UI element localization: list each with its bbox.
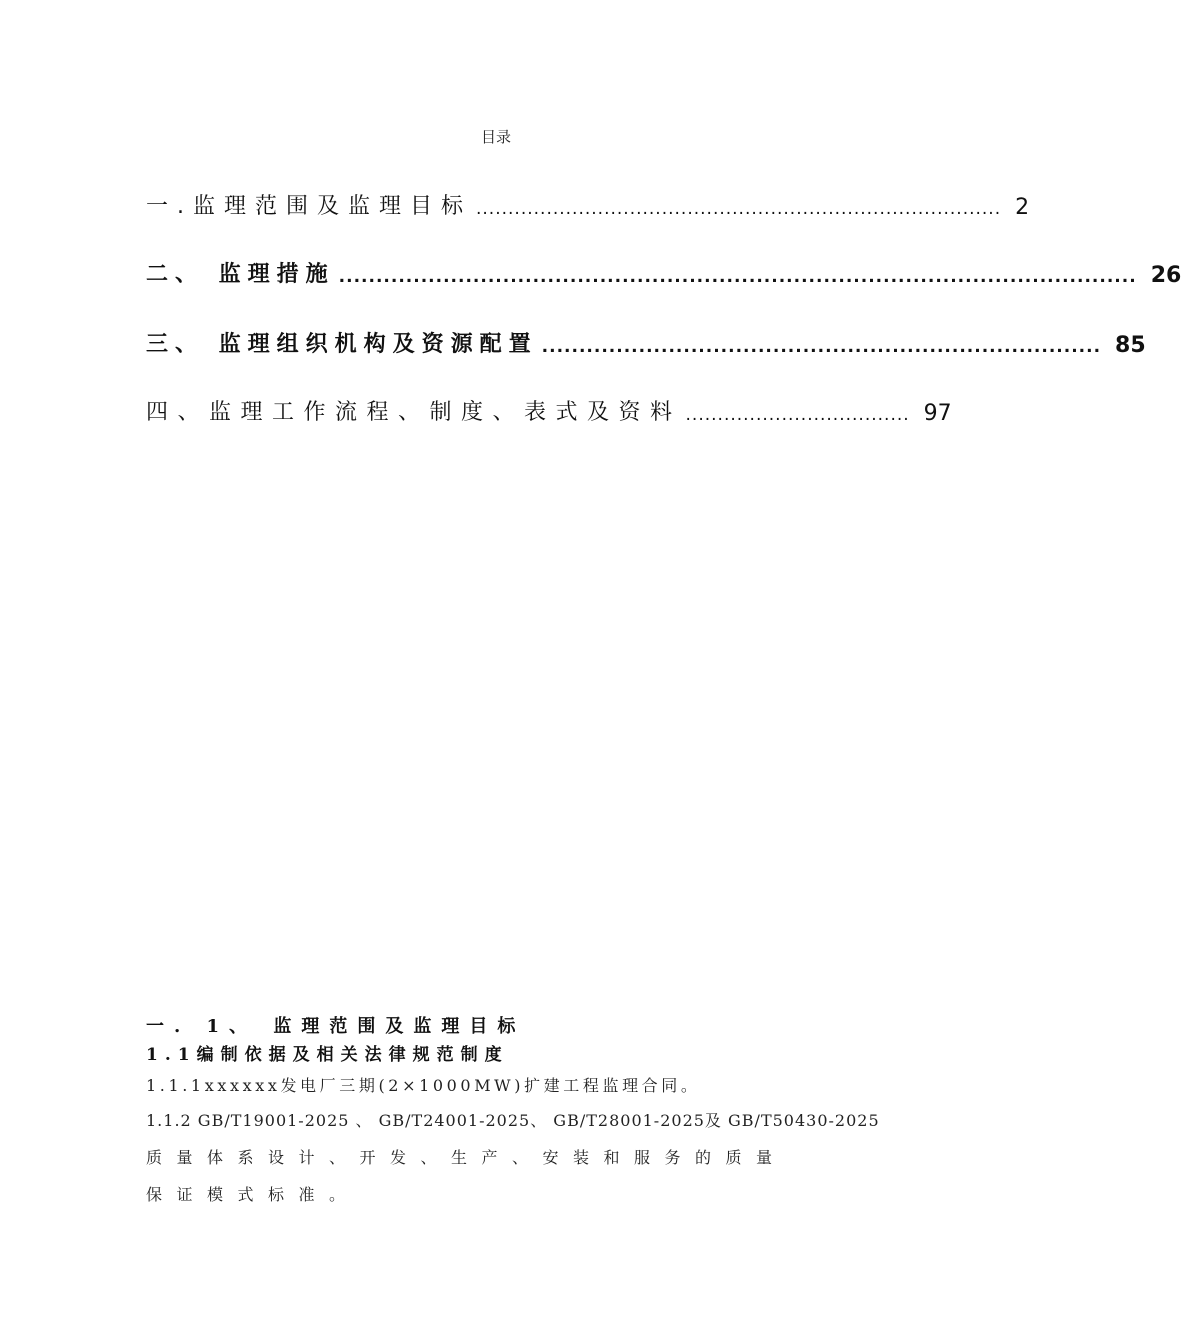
section-heading: 一. 1、 监理范围及监理目标 xyxy=(146,1016,526,1037)
toc-entry-label: 一.监理范围及监理目标 xyxy=(146,194,472,219)
body-paragraph-line: 1.1.1xxxxxx发电厂三期(2×1000MW)扩建工程监理合同。 xyxy=(146,1076,701,1095)
toc-entry-label: 四、监理工作流程、制度、表式及资料 xyxy=(146,400,682,425)
toc-entry-4[interactable] xyxy=(146,392,952,426)
toc-page-number: 97 xyxy=(923,401,952,426)
toc-leader-dots: ................................... xyxy=(685,405,910,425)
body-paragraph-line: 质量体系设计、开发、生产、安装和服务的质量 xyxy=(146,1148,787,1167)
toc-entry-3[interactable] xyxy=(146,324,1146,358)
toc-leader-dots: ........................................................................................................... xyxy=(338,267,1137,287)
toc-page-number: 2 xyxy=(1015,195,1030,220)
toc-entry-2[interactable] xyxy=(146,254,1181,288)
subsection-heading: 1.1编制依据及相关法律规范制度 xyxy=(146,1045,509,1065)
body-paragraph-line: 保证模式标准。 xyxy=(146,1185,360,1204)
toc-entry-label: 二、 监理措施 xyxy=(146,262,335,287)
toc-entry-1[interactable] xyxy=(146,186,1030,220)
body-paragraph-line: 1.1.2 GB/T19001-2025 、 GB/T24001-2025、 GB/T28001-2025及 GB/T50430-2025 xyxy=(146,1111,880,1130)
toc-page-number: 85 xyxy=(1115,333,1146,358)
toc-leader-dots: .................................................................................. xyxy=(476,199,1002,219)
toc-title: 目录 xyxy=(480,128,511,146)
toc-entry-label: 三、 监理组织机构及资源配置 xyxy=(146,332,538,357)
toc-page-number: 26 xyxy=(1150,263,1181,288)
toc-leader-dots: ........................................................................... xyxy=(541,337,1102,357)
